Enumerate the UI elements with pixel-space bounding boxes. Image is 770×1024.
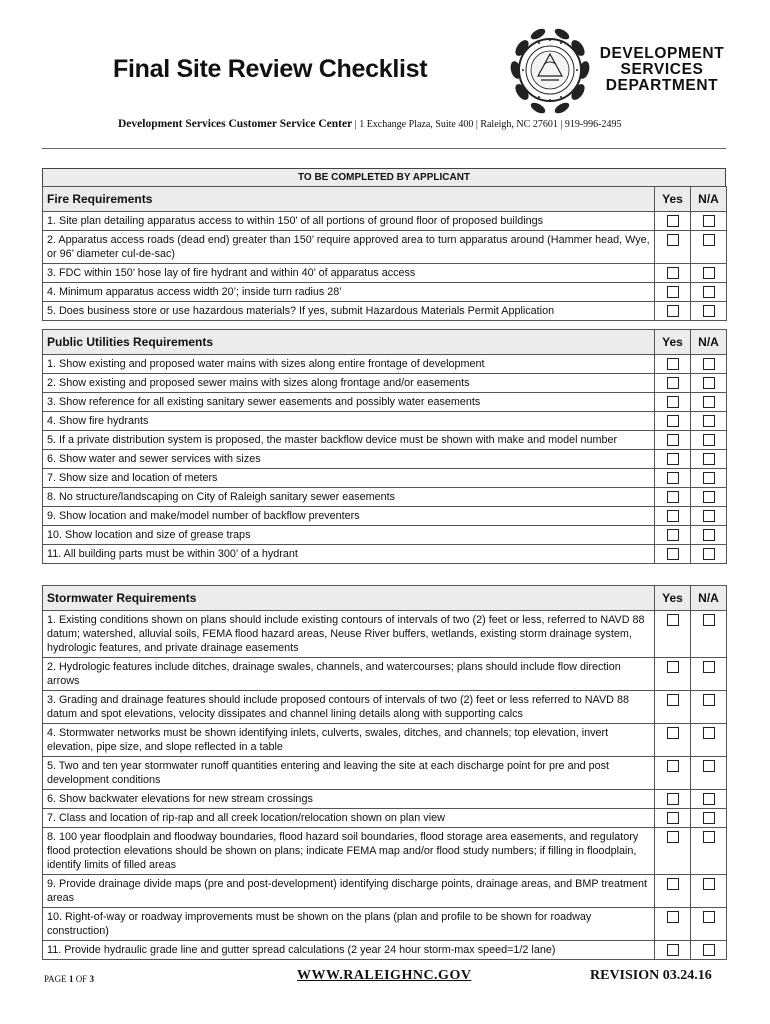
yes-column-header: Yes xyxy=(655,330,691,355)
checklist-item-text: 10. Show location and size of grease traps xyxy=(43,526,655,545)
na-checkbox[interactable] xyxy=(703,215,715,227)
yes-checkbox[interactable] xyxy=(667,944,679,956)
yes-checkbox[interactable] xyxy=(667,548,679,560)
yes-cell xyxy=(655,658,691,691)
na-checkbox[interactable] xyxy=(703,727,715,739)
checklist-row xyxy=(43,658,727,691)
na-cell xyxy=(691,809,727,828)
checklist-row xyxy=(43,212,727,231)
na-checkbox[interactable] xyxy=(703,878,715,890)
checklist-row xyxy=(43,507,727,526)
na-checkbox[interactable] xyxy=(703,529,715,541)
checklist-row xyxy=(43,757,727,790)
yes-cell xyxy=(655,757,691,790)
yes-checkbox[interactable] xyxy=(667,267,679,279)
checklist-item-text: 7. Class and location of rip-rap and all creek location/relocation shown on plan view xyxy=(43,809,655,828)
yes-cell xyxy=(655,374,691,393)
na-column-header: N/A xyxy=(691,187,727,212)
na-cell xyxy=(691,231,727,264)
na-column-header: N/A xyxy=(691,330,727,355)
page-title: Final Site Review Checklist xyxy=(113,55,428,83)
yes-checkbox[interactable] xyxy=(667,614,679,626)
checklist-row xyxy=(43,283,727,302)
checklist-row xyxy=(43,469,727,488)
header-divider xyxy=(42,148,726,149)
checklist-row xyxy=(43,374,727,393)
checklist-row xyxy=(43,724,727,757)
na-cell xyxy=(691,526,727,545)
yes-cell xyxy=(655,724,691,757)
yes-cell xyxy=(655,507,691,526)
checklist-item-text: 5. If a private distribution system is proposed, the master backflow device must be shown with make and model number xyxy=(43,431,655,450)
na-checkbox[interactable] xyxy=(703,234,715,246)
page-number xyxy=(44,974,94,984)
na-checkbox[interactable] xyxy=(703,760,715,772)
checklist-row xyxy=(43,488,727,507)
na-cell xyxy=(691,355,727,374)
checklist-item-text: 7. Show size and location of meters xyxy=(43,469,655,488)
yes-column-header: Yes xyxy=(655,586,691,611)
na-cell xyxy=(691,790,727,809)
yes-checkbox[interactable] xyxy=(667,510,679,522)
yes-cell xyxy=(655,469,691,488)
checklist-row xyxy=(43,691,727,724)
na-checkbox[interactable] xyxy=(703,510,715,522)
na-cell xyxy=(691,828,727,875)
na-checkbox[interactable] xyxy=(703,415,715,427)
yes-checkbox[interactable] xyxy=(667,286,679,298)
na-cell xyxy=(691,757,727,790)
checklist-item-text: 11. All building parts must be within 300’ of a hydrant xyxy=(43,545,655,564)
checklist-item-text: 3. Grading and drainage features should include proposed contours of intervals of two (2) feet or less referred to NAVD 88 datum and spot elevations, velocity dissipates and channel lining details along with supporting calcs xyxy=(43,691,655,724)
checklist-item-text: 4. Stormwater networks must be shown identifying inlets, culverts, swales, ditches, and channels; top elevation, invert elevation, pipe size, and slope reflected in a table xyxy=(43,724,655,757)
na-checkbox[interactable] xyxy=(703,944,715,956)
department-line-2: SERVICES xyxy=(620,61,704,78)
section-title: Fire Requirements xyxy=(43,187,655,212)
checklist-item-text: 8. 100 year floodplain and floodway boundaries, flood hazard soil boundaries, flood storage area easements, and regulatory flood protection elevations should be shown on plans; indicate FEMA map and/or flood study numbers; if filling in floodplain, identify limits of filled areas xyxy=(43,828,655,875)
checklist-item-text: 9. Show location and make/model number of backflow preventers xyxy=(43,507,655,526)
checklist-item-text: 1. Existing conditions shown on plans should include existing contours of intervals of two (2) feet or less, referred to NAVD 88 datum; watershed, alluvial soils, FEMA flood hazard areas, Neuse River buffers, wetlands, existing storm drainage system, hydrologic features, and private drainage easements xyxy=(43,611,655,658)
na-checkbox[interactable] xyxy=(703,396,715,408)
checklist-row xyxy=(43,908,727,941)
checklist-item-text: 1. Show existing and proposed water mains with sizes along entire frontage of development xyxy=(43,355,655,374)
checklist-item-text: 1. Site plan detailing apparatus access to within 150' of all portions of ground floor of proposed buildings xyxy=(43,212,655,231)
contact-info xyxy=(118,118,621,130)
na-checkbox[interactable] xyxy=(703,377,715,389)
yes-cell xyxy=(655,302,691,321)
na-cell xyxy=(691,264,727,283)
section-fire-requirements xyxy=(42,186,727,321)
checklist-item-text: 4. Show fire hydrants xyxy=(43,412,655,431)
section-title: Stormwater Requirements xyxy=(43,586,655,611)
na-checkbox[interactable] xyxy=(703,694,715,706)
checklist-row xyxy=(43,611,727,658)
section-title: Public Utilities Requirements xyxy=(43,330,655,355)
yes-cell xyxy=(655,908,691,941)
na-checkbox[interactable] xyxy=(703,911,715,923)
yes-cell xyxy=(655,412,691,431)
checklist-item-text: 4. Minimum apparatus access width 20’; inside turn radius 28’ xyxy=(43,283,655,302)
na-cell xyxy=(691,545,727,564)
yes-checkbox[interactable] xyxy=(667,694,679,706)
yes-checkbox[interactable] xyxy=(667,727,679,739)
checklist-row xyxy=(43,941,727,960)
na-cell xyxy=(691,875,727,908)
page-total: 3 xyxy=(89,974,94,984)
na-checkbox[interactable] xyxy=(703,453,715,465)
na-cell xyxy=(691,302,727,321)
yes-cell xyxy=(655,545,691,564)
yes-cell xyxy=(655,283,691,302)
checklist-row xyxy=(43,828,727,875)
checklist-row xyxy=(43,545,727,564)
yes-checkbox[interactable] xyxy=(667,396,679,408)
yes-cell xyxy=(655,611,691,658)
yes-checkbox[interactable] xyxy=(667,793,679,805)
checklist-item-text: 3. FDC within 150’ hose lay of fire hydrant and within 40’ of apparatus access xyxy=(43,264,655,283)
yes-cell xyxy=(655,875,691,908)
na-checkbox[interactable] xyxy=(703,434,715,446)
contact-center-name: Development Services Customer Service Center xyxy=(118,118,353,130)
yes-cell xyxy=(655,488,691,507)
na-cell xyxy=(691,611,727,658)
na-checkbox[interactable] xyxy=(703,305,715,317)
na-checkbox[interactable] xyxy=(703,286,715,298)
yes-checkbox[interactable] xyxy=(667,453,679,465)
checklist-item-text: 11. Provide hydraulic grade line and gutter spread calculations (2 year 24 hour storm-max speed=1/2 lane) xyxy=(43,941,655,960)
checklist-row xyxy=(43,526,727,545)
checklist-item-text: 6. Show backwater elevations for new stream crossings xyxy=(43,790,655,809)
section-public-utilities-requirements xyxy=(42,329,727,564)
applicant-banner: TO BE COMPLETED BY APPLICANT xyxy=(42,168,726,187)
checklist-item-text: 2. Apparatus access roads (dead end) greater than 150’ require approved area to turn apparatus around (Hammer head, Wye, or 96’ diameter cul-de-sac) xyxy=(43,231,655,264)
yes-checkbox[interactable] xyxy=(667,472,679,484)
yes-cell xyxy=(655,231,691,264)
yes-checkbox[interactable] xyxy=(667,415,679,427)
checklist-row xyxy=(43,231,727,264)
checklist-item-text: 5. Does business store or use hazardous materials? If yes, submit Hazardous Materials Permit Application xyxy=(43,302,655,321)
yes-cell xyxy=(655,941,691,960)
yes-checkbox[interactable] xyxy=(667,215,679,227)
checklist-row xyxy=(43,302,727,321)
yes-checkbox[interactable] xyxy=(667,377,679,389)
checklist-item-text: 2. Show existing and proposed sewer mains with sizes along frontage and/or easements xyxy=(43,374,655,393)
yes-checkbox[interactable] xyxy=(667,831,679,843)
yes-checkbox[interactable] xyxy=(667,529,679,541)
revision-label: REVISION 03.24.16 xyxy=(590,968,712,983)
yes-column-header: Yes xyxy=(655,187,691,212)
na-column-header: N/A xyxy=(691,586,727,611)
yes-checkbox[interactable] xyxy=(667,661,679,673)
na-checkbox[interactable] xyxy=(703,472,715,484)
page-prefix: PAGE xyxy=(44,974,69,984)
yes-cell xyxy=(655,828,691,875)
department-line-3: DEPARTMENT xyxy=(605,77,719,94)
checklist-item-text: 10. Right-of-way or roadway improvements must be shown on the plans (plan and profile to be shown for roadway construction) xyxy=(43,908,655,941)
na-cell xyxy=(691,488,727,507)
na-checkbox[interactable] xyxy=(703,358,715,370)
checklist-row xyxy=(43,875,727,908)
yes-checkbox[interactable] xyxy=(667,234,679,246)
department-line-1: DEVELOPMENT xyxy=(599,45,725,62)
na-cell xyxy=(691,941,727,960)
yes-cell xyxy=(655,431,691,450)
checklist-row xyxy=(43,393,727,412)
na-cell xyxy=(691,431,727,450)
yes-checkbox[interactable] xyxy=(667,305,679,317)
page-of: OF xyxy=(73,974,90,984)
contact-details: | 1 Exchange Plaza, Suite 400 | Raleigh, NC 27601 | 919-996-2495 xyxy=(352,119,622,130)
na-cell xyxy=(691,691,727,724)
checklist-item-text: 8. No structure/landscaping on City of Raleigh sanitary sewer easements xyxy=(43,488,655,507)
page-current: 1 xyxy=(68,974,74,984)
yes-checkbox[interactable] xyxy=(667,358,679,370)
na-cell xyxy=(691,724,727,757)
na-cell xyxy=(691,393,727,412)
na-checkbox[interactable] xyxy=(703,812,715,824)
na-checkbox[interactable] xyxy=(703,614,715,626)
na-cell xyxy=(691,374,727,393)
checklist-row xyxy=(43,355,727,374)
checklist-item-text: 2. Hydrologic features include ditches, drainage swales, channels, and watercourses; plans should include flow direction arrows xyxy=(43,658,655,691)
checklist-item-text: 6. Show water and sewer services with sizes xyxy=(43,450,655,469)
section-stormwater-requirements xyxy=(42,585,727,960)
na-cell xyxy=(691,908,727,941)
yes-cell xyxy=(655,212,691,231)
yes-checkbox[interactable] xyxy=(667,434,679,446)
yes-checkbox[interactable] xyxy=(667,812,679,824)
na-checkbox[interactable] xyxy=(703,267,715,279)
na-checkbox[interactable] xyxy=(703,661,715,673)
na-cell xyxy=(691,283,727,302)
yes-checkbox[interactable] xyxy=(667,911,679,923)
checklist-row xyxy=(43,412,727,431)
department-wordmark xyxy=(598,46,726,94)
na-checkbox[interactable] xyxy=(703,793,715,805)
checklist-item-text: 3. Show reference for all existing sanitary sewer easements and possibly water easements xyxy=(43,393,655,412)
yes-cell xyxy=(655,526,691,545)
website-link[interactable]: WWW.RALEIGHNC.GOV xyxy=(297,968,472,983)
na-cell xyxy=(691,469,727,488)
yes-checkbox[interactable] xyxy=(667,878,679,890)
na-cell xyxy=(691,507,727,526)
checklist-row xyxy=(43,431,727,450)
yes-cell xyxy=(655,790,691,809)
yes-cell xyxy=(655,393,691,412)
na-checkbox[interactable] xyxy=(703,491,715,503)
checklist-row xyxy=(43,790,727,809)
checklist-row xyxy=(43,809,727,828)
na-checkbox[interactable] xyxy=(703,831,715,843)
city-seal-logo xyxy=(508,24,592,116)
checklist-row xyxy=(43,264,727,283)
checklist-item-text: 9. Provide drainage divide maps (pre and post-development) identifying discharge points, drainage areas, and BMP treatment areas xyxy=(43,875,655,908)
na-cell xyxy=(691,412,727,431)
checklist-row xyxy=(43,450,727,469)
na-cell xyxy=(691,658,727,691)
na-cell xyxy=(691,212,727,231)
yes-cell xyxy=(655,450,691,469)
yes-checkbox[interactable] xyxy=(667,491,679,503)
yes-cell xyxy=(655,355,691,374)
na-cell xyxy=(691,450,727,469)
yes-cell xyxy=(655,809,691,828)
yes-cell xyxy=(655,264,691,283)
yes-cell xyxy=(655,691,691,724)
na-checkbox[interactable] xyxy=(703,548,715,560)
yes-checkbox[interactable] xyxy=(667,760,679,772)
checklist-item-text: 5. Two and ten year stormwater runoff quantities entering and leaving the site at each discharge point for pre and post development conditions xyxy=(43,757,655,790)
